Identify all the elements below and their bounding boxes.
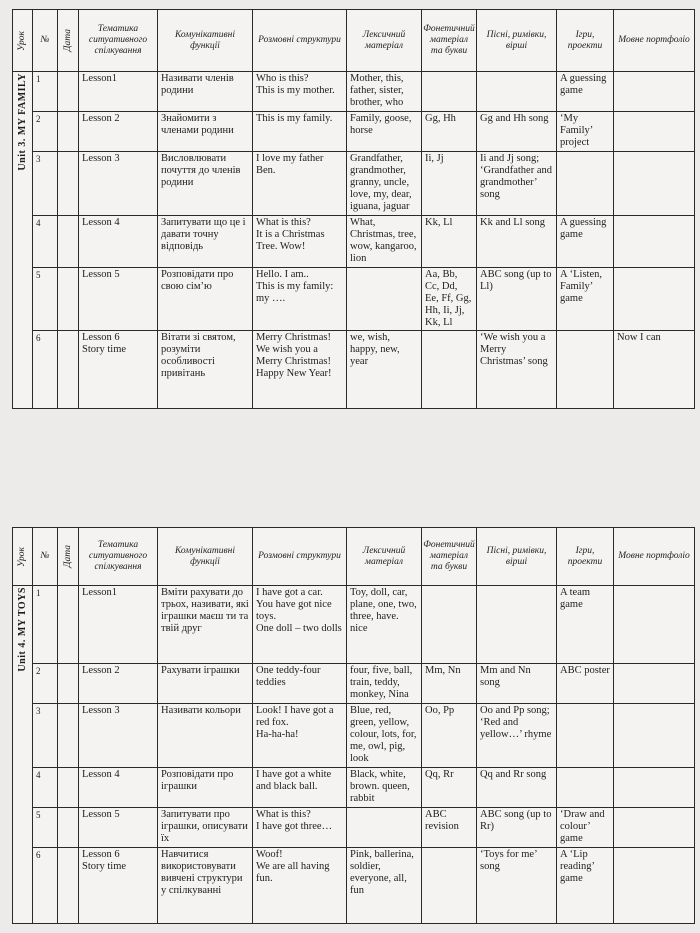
header-date: Дата — [58, 528, 79, 586]
header-phonetics: Фонетичний матеріал та букви — [422, 528, 477, 586]
table-row: 2 Lesson 2 Рахувати іграшки One teddy-four teddies four, five, ball, train, teddy, monkey, Nina Mm, Nn Mm and Nn song ABC poster — [13, 664, 695, 704]
header-row — [13, 528, 695, 586]
table-row: 5 Lesson 5 Запитувати про іграшки, описувати їх What is this? I have got three… ABC revision ABC song (up to Rr) ‘Draw and colour’ game — [13, 808, 695, 848]
header-date: Дата — [58, 10, 79, 72]
lesson-plan-table-unit-4 — [12, 527, 695, 924]
header-lesson: Урок — [13, 528, 33, 586]
header-songs: Пісні, римівки, вірші — [477, 528, 557, 586]
unit-title: Unit 3. MY FAMILY — [16, 73, 28, 171]
unit-title-cell — [13, 72, 33, 409]
header-functions: Комунікативні функції — [158, 10, 253, 72]
unit-title-cell — [13, 586, 33, 924]
header-games: Ігри, проекти — [557, 528, 614, 586]
unit-title: Unit 4. MY TOYS — [16, 587, 28, 672]
header-number: № — [33, 10, 58, 72]
header-portfolio: Мовне портфоліо — [614, 10, 695, 72]
header-lexis: Лексичний матеріал — [347, 10, 422, 72]
header-structures: Розмовні структури — [253, 10, 347, 72]
header-lesson: Урок — [13, 10, 33, 72]
header-topic: Тематика ситуативного спілкування — [79, 10, 158, 72]
header-lexis: Лексичний матеріал — [347, 528, 422, 586]
table-row: Unit 3. MY FAMILY 1 Lesson1 Називати членів родини Who is this? This is my mother. Mother, this, father, sister, brother, who A guessing game — [13, 72, 695, 112]
header-topic: Тематика ситуативного спілкування — [79, 528, 158, 586]
table-row: Unit 4. MY TOYS 1 Lesson1 Вміти рахувати до трьох, називати, які іграшки маєш ти та твій друг I have got a car. You have got nice toys. One doll – two dolls Toy, doll, car, plane, one, two, three, have. nice A team game — [13, 586, 695, 664]
table-row: 4 Lesson 4 Розповідати про іграшки I have got a white and black ball. Black, white, brown. queen, rabbit Qq, Rr Qq and Rr song — [13, 768, 695, 808]
header-portfolio: Мовне портфоліо — [614, 528, 695, 586]
table-row: 6 Lesson 6 Story time Навчитися використовувати вивчені структури у спілкуванні Woof! We are all having fun. Pink, ballerina, soldier, everyone, all, fun ‘Toys for me’ song A ‘Lip reading’ game — [13, 848, 695, 924]
header-songs: Пісні, римівки, вірші — [477, 10, 557, 72]
table-row: 3 Lesson 3 Висловлювати почуття до членів родини I love my father Ben. Grandfather, grandmother, granny, uncle, love, my, dear, iguana, jaguar Ii, Jj Ii and Jj song; ‘Grandfather and grandmother’ song — [13, 152, 695, 216]
header-functions: Комунікативні функції — [158, 528, 253, 586]
table-row: 2 Lesson 2 Знайомити з членами родини This is my family. Family, goose, horse Gg, Hh Gg and Hh song ‘My Family’ project — [13, 112, 695, 152]
header-phonetics: Фонетичний матеріал та букви — [422, 10, 477, 72]
lesson-plan-table-unit-3 — [12, 9, 695, 409]
table-row: 5 Lesson 5 Розповідати про свою сім’ю Hello. I am.. This is my family: my …. Aa, Bb, Cc, Dd, Ee, Ff, Gg, Hh, Ii, Jj, Kk, Ll ABC song (up to Ll) A ‘Listen, Family’ game — [13, 268, 695, 331]
table-row: 6 Lesson 6 Story time Вітати зі святом, розуміти особливості привітань Merry Christmas! We wish you a Merry Christmas! Happy New Year! we, wish, happy, new, year ‘We wish you a Merry Christmas’ song Now I can — [13, 331, 695, 409]
header-structures: Розмовні структури — [253, 528, 347, 586]
table-row: 4 Lesson 4 Запитувати що це і давати точну відповідь What is this? It is a Christmas Tree. Wow! What, Christmas, tree, wow, kangaroo, lion Kk, Ll Kk and Ll song A guessing game — [13, 216, 695, 268]
header-games: Ігри, проекти — [557, 10, 614, 72]
header-number: № — [33, 528, 58, 586]
table-row: 3 Lesson 3 Називати кольори Look! I have got a red fox. Ha-ha-ha! Blue, red, green, yellow, colour, lots, for, me, owl, pig, look Oo, Pp Oo and Pp song; ‘Red and yellow…’ rhyme — [13, 704, 695, 768]
header-row — [13, 10, 695, 72]
